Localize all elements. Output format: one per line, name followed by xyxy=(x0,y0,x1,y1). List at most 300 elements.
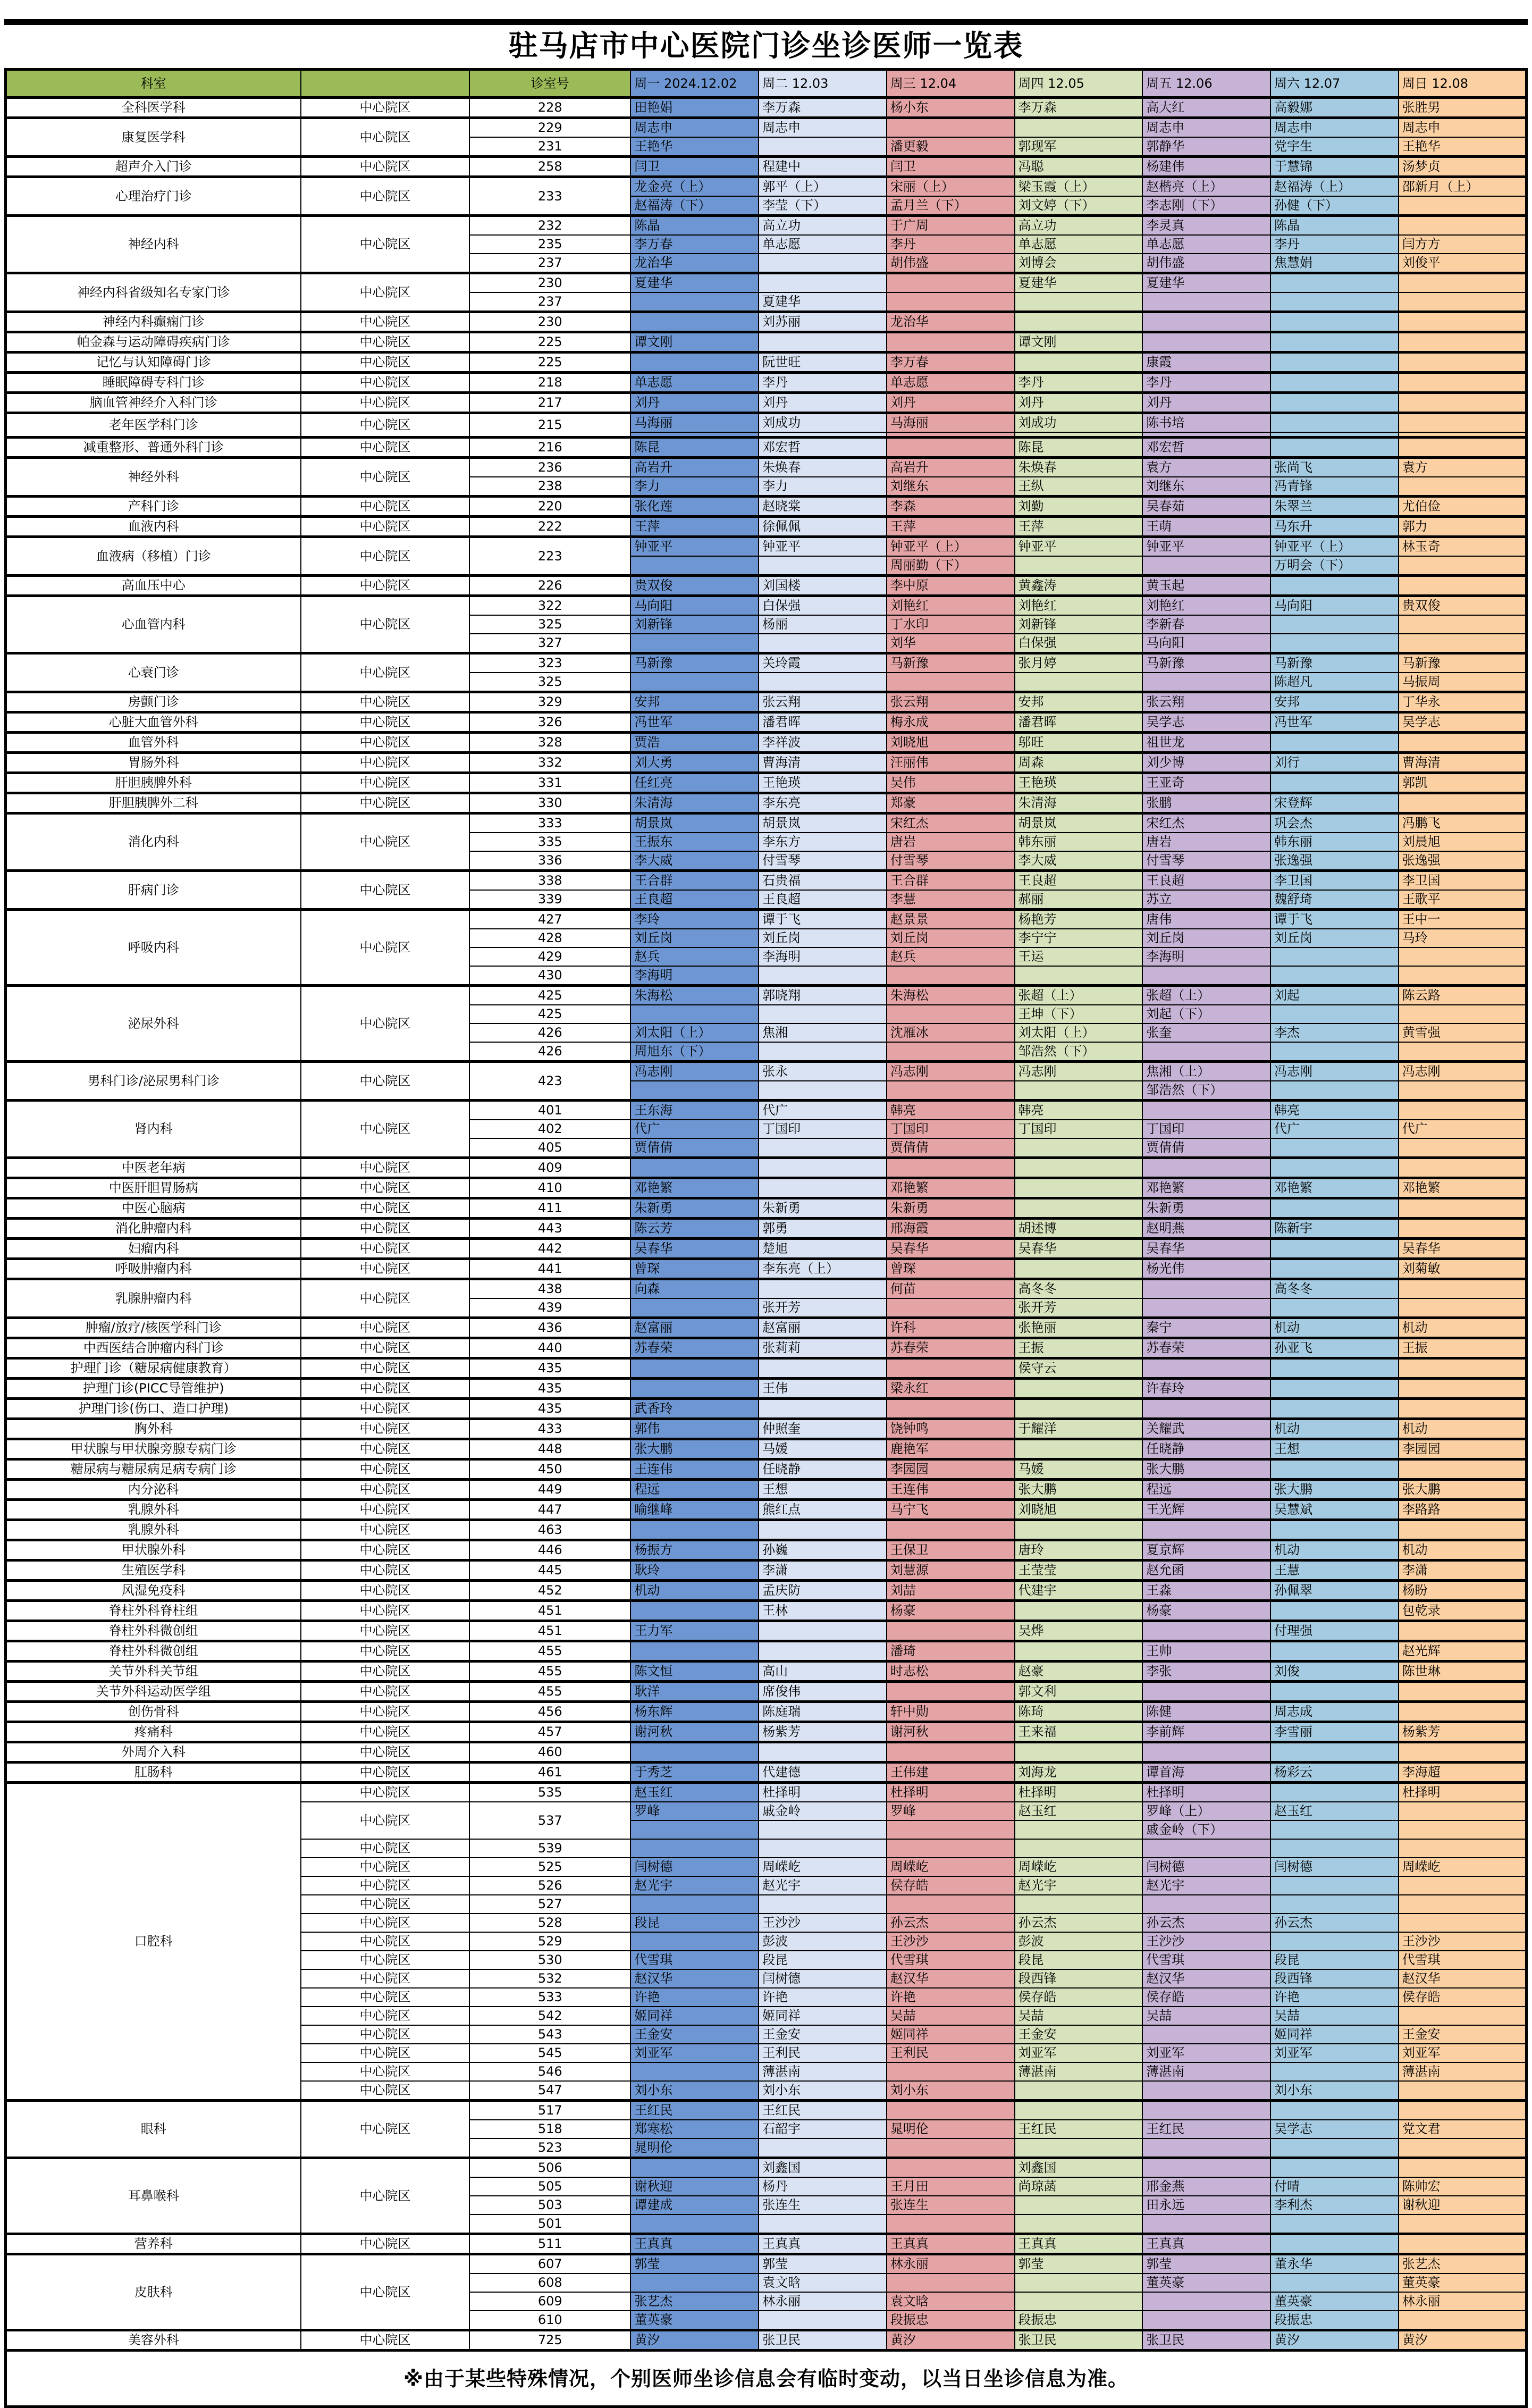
schedule-cell: 苏春荣 xyxy=(630,1338,759,1358)
schedule-cell: 冯志刚 xyxy=(1015,1062,1143,1081)
schedule-cell xyxy=(1399,1802,1527,1820)
schedule-cell: 薄湛南 xyxy=(1142,2062,1270,2081)
room-cell: 217 xyxy=(469,393,630,413)
schedule-row xyxy=(6,517,1527,537)
schedule-cell: 王真真 xyxy=(630,2234,759,2254)
campus-cell: 中心院区 xyxy=(301,1198,470,1219)
schedule-cell xyxy=(1015,2196,1143,2214)
room-cell: 506 xyxy=(469,2158,630,2178)
schedule-cell: 刘小东 xyxy=(887,2081,1015,2101)
campus-cell: 中心院区 xyxy=(301,1702,470,1722)
schedule-cell: 唐岩 xyxy=(887,833,1015,851)
schedule-row xyxy=(6,1682,1527,1702)
schedule-cell: 许科 xyxy=(887,1318,1015,1338)
schedule-cell: 李卫国 xyxy=(1270,871,1399,891)
schedule-cell: 邓艳繁 xyxy=(630,1178,759,1198)
schedule-cell: 曾琛 xyxy=(630,1259,759,1279)
schedule-row xyxy=(6,2254,1527,2274)
schedule-cell xyxy=(1015,1178,1143,1198)
schedule-cell: 陈超凡 xyxy=(1270,673,1399,692)
schedule-cell: 康霞 xyxy=(1142,353,1270,373)
dept-cell: 乳腺外科 xyxy=(6,1500,301,1520)
schedule-cell: 陈晶 xyxy=(1270,216,1399,236)
campus-cell: 中心院区 xyxy=(301,1621,470,1641)
room-cell: 460 xyxy=(469,1742,630,1763)
schedule-cell: 郭晓翔 xyxy=(759,986,887,1005)
schedule-cell: 马新豫 xyxy=(1399,653,1527,673)
schedule-cell: 李宁宁 xyxy=(1015,929,1143,947)
schedule-cell: 吴春茹 xyxy=(1142,497,1270,517)
schedule-cell xyxy=(1015,2138,1143,2158)
dept-cell: 关节外科运动医学组 xyxy=(6,1682,301,1702)
schedule-cell: 林玉奇 xyxy=(1399,537,1527,557)
schedule-cell xyxy=(1399,477,1527,497)
schedule-cell xyxy=(1142,2081,1270,2101)
dept-cell: 脊柱外科微创组 xyxy=(6,1621,301,1641)
schedule-cell: 周旭东（下） xyxy=(630,1042,759,1062)
schedule-cell xyxy=(1015,1520,1143,1540)
room-cell: 225 xyxy=(469,332,630,353)
room-cell: 547 xyxy=(469,2081,630,2101)
campus-cell: 中心院区 xyxy=(301,517,470,537)
schedule-cell xyxy=(1270,1601,1399,1621)
schedule-cell: 李潇 xyxy=(759,1560,887,1581)
schedule-cell: 吴春华 xyxy=(630,1239,759,1259)
dept-cell: 乳腺外科 xyxy=(6,1520,301,1540)
schedule-cell: 刘成功 xyxy=(759,413,887,433)
schedule-cell: 胡伟盛 xyxy=(887,254,1015,273)
room-cell: 258 xyxy=(469,157,630,177)
schedule-cell: 王利民 xyxy=(759,2044,887,2062)
schedule-cell: 石韶宇 xyxy=(759,2120,887,2138)
schedule-cell: 尤伯俭 xyxy=(1399,497,1527,517)
schedule-cell: 邓艳繁 xyxy=(1142,1178,1270,1198)
schedule-cell: 张云翔 xyxy=(1142,692,1270,712)
schedule-cell: 徐佩佩 xyxy=(759,517,887,537)
schedule-cell: 胡述博 xyxy=(1015,1219,1143,1239)
room-cell: 525 xyxy=(469,1858,630,1876)
schedule-cell: 马新豫 xyxy=(887,653,1015,673)
schedule-cell: 冯聪 xyxy=(1015,157,1143,177)
schedule-cell xyxy=(1142,2311,1270,2330)
schedule-cell: 侯守云 xyxy=(1015,1358,1143,1379)
schedule-cell: 王沙沙 xyxy=(1399,1932,1527,1951)
schedule-cell xyxy=(1399,292,1527,312)
room-cell: 526 xyxy=(469,1876,630,1895)
schedule-cell xyxy=(1270,1932,1399,1951)
campus-cell: 中心院区 xyxy=(301,871,470,910)
schedule-cell: 张逸强 xyxy=(1399,851,1527,871)
room-cell: 725 xyxy=(469,2330,630,2351)
campus-cell: 中心院区 xyxy=(301,1742,470,1763)
schedule-cell xyxy=(630,1601,759,1621)
schedule-cell: 王保卫 xyxy=(887,1540,1015,1560)
schedule-cell xyxy=(1270,438,1399,458)
schedule-cell xyxy=(1399,216,1527,236)
schedule-cell: 汤梦贞 xyxy=(1399,157,1527,177)
schedule-cell: 李万春 xyxy=(630,235,759,254)
schedule-cell xyxy=(887,673,1015,692)
page-title: 驻马店市中心医院门诊坐诊医师一览表 xyxy=(508,29,1024,63)
schedule-cell: 赵福涛（下） xyxy=(630,196,759,216)
schedule-cell: 朱清海 xyxy=(1015,793,1143,813)
schedule-cell: 郭力 xyxy=(1399,517,1527,537)
schedule-cell: 张开芳 xyxy=(1015,1298,1143,1318)
schedule-cell: 王萌 xyxy=(1142,517,1270,537)
schedule-cell xyxy=(759,2214,887,2234)
campus-cell: 中心院区 xyxy=(301,1259,470,1279)
campus-cell: 中心院区 xyxy=(301,497,470,517)
campus-cell: 中心院区 xyxy=(301,1763,470,1783)
schedule-cell xyxy=(630,1932,759,1951)
schedule-cell: 包乾录 xyxy=(1399,1601,1527,1621)
schedule-cell: 郭文利 xyxy=(1015,1682,1143,1702)
schedule-cell xyxy=(1399,1198,1527,1219)
schedule-cell: 刘新锋 xyxy=(1015,615,1143,634)
schedule-cell: 吴春华 xyxy=(1015,1239,1143,1259)
schedule-cell: 赵景景 xyxy=(887,910,1015,929)
schedule-cell: 龙治华 xyxy=(887,312,1015,332)
schedule-cell xyxy=(759,1178,887,1198)
schedule-cell: 高冬冬 xyxy=(1015,1279,1143,1299)
schedule-cell: 谭文刚 xyxy=(630,332,759,353)
schedule-cell: 赵兵 xyxy=(630,947,759,966)
schedule-cell: 胡伟盛 xyxy=(1142,254,1270,273)
schedule-cell: 代雪琪 xyxy=(630,1951,759,1969)
schedule-cell xyxy=(1270,1198,1399,1219)
schedule-cell: 钟亚平 xyxy=(1015,537,1143,557)
room-cell: 235 xyxy=(469,235,630,254)
room-cell: 456 xyxy=(469,1702,630,1722)
schedule-cell: 刘博会 xyxy=(1015,254,1143,273)
schedule-cell xyxy=(1270,1520,1399,1540)
room-cell: 218 xyxy=(469,373,630,393)
schedule-cell xyxy=(1270,353,1399,373)
schedule-cell xyxy=(759,634,887,653)
dept-cell: 中西医结合肿瘤内科门诊 xyxy=(6,1338,301,1358)
schedule-cell xyxy=(1270,2273,1399,2292)
schedule-row xyxy=(6,2101,1527,2120)
dept-cell: 护理门诊(伤口、造口护理) xyxy=(6,1399,301,1419)
schedule-cell xyxy=(1270,2214,1399,2234)
campus-cell: 中心院区 xyxy=(301,1641,470,1662)
dept-cell: 眼科 xyxy=(6,2101,301,2158)
schedule-cell: 机动 xyxy=(1270,1419,1399,1439)
campus-cell: 中心院区 xyxy=(301,1178,470,1198)
schedule-cell: 邢海霞 xyxy=(887,1219,1015,1239)
schedule-cell xyxy=(887,1895,1015,1914)
schedule-cell xyxy=(1015,1895,1143,1914)
schedule-cell: 沈雁冰 xyxy=(887,1023,1015,1042)
schedule-cell xyxy=(887,1682,1015,1702)
schedule-cell: 王亚奇 xyxy=(1142,773,1270,793)
schedule-cell: 董英豪 xyxy=(630,2311,759,2330)
campus-cell: 中心院区 xyxy=(301,1419,470,1439)
schedule-cell xyxy=(1399,393,1527,413)
schedule-cell xyxy=(630,556,759,576)
schedule-cell: 李园园 xyxy=(1399,1439,1527,1459)
schedule-cell xyxy=(887,118,1015,138)
dept-cell: 甲状腺与甲状腺旁腺专病门诊 xyxy=(6,1439,301,1459)
schedule-cell xyxy=(1399,1081,1527,1101)
campus-cell: 中心院区 xyxy=(301,118,470,157)
schedule-cell: 李杰 xyxy=(1270,1023,1399,1042)
schedule-cell: 丁水印 xyxy=(887,615,1015,634)
schedule-cell: 胡景岚 xyxy=(759,813,887,833)
schedule-cell: 高岩升 xyxy=(887,458,1015,477)
schedule-cell: 王真真 xyxy=(759,2234,887,2254)
schedule-cell: 袁文晗 xyxy=(887,2292,1015,2311)
schedule-cell: 刘苏丽 xyxy=(759,312,887,332)
schedule-cell: 马东升 xyxy=(1270,517,1399,537)
schedule-cell xyxy=(1142,332,1270,353)
campus-cell: 中心院区 xyxy=(301,1459,470,1480)
schedule-cell: 张艳丽 xyxy=(1015,1318,1143,1338)
schedule-cell: 赵光宇 xyxy=(759,1876,887,1895)
campus-cell: 中心院区 xyxy=(301,1338,470,1358)
schedule-row xyxy=(6,1219,1527,1239)
schedule-cell: 赵汉华 xyxy=(1399,1969,1527,1988)
schedule-cell: 黄玉起 xyxy=(1142,576,1270,596)
schedule-cell: 李海明 xyxy=(1142,947,1270,966)
schedule-cell xyxy=(759,137,887,157)
schedule-cell: 李万森 xyxy=(1015,98,1143,118)
room-cell: 333 xyxy=(469,813,630,833)
schedule-cell: 杜择明 xyxy=(1015,1783,1143,1802)
schedule-cell: 杨东辉 xyxy=(630,1702,759,1722)
schedule-cell: 段西锋 xyxy=(1270,1969,1399,1988)
schedule-cell: 刘慧源 xyxy=(887,1560,1015,1581)
schedule-cell: 王坤（下） xyxy=(1015,1005,1143,1023)
schedule-cell: 李雪丽 xyxy=(1270,1722,1399,1742)
schedule-cell: 段振忠 xyxy=(887,2311,1015,2330)
schedule-cell: 杨彩云 xyxy=(1270,1763,1399,1783)
room-cell: 610 xyxy=(469,2311,630,2330)
room-cell: 463 xyxy=(469,1520,630,1540)
schedule-cell: 许春玲 xyxy=(1142,1379,1270,1399)
schedule-cell: 王金安 xyxy=(1015,2025,1143,2044)
schedule-cell: 赵晓棠 xyxy=(759,497,887,517)
schedule-cell: 张超（上） xyxy=(1015,986,1143,1005)
dept-cell: 全科医学科 xyxy=(6,98,301,118)
schedule-cell xyxy=(759,1138,887,1158)
schedule-cell xyxy=(1270,332,1399,353)
schedule-cell xyxy=(630,1379,759,1399)
schedule-cell: 周志申 xyxy=(1270,118,1399,138)
schedule-row xyxy=(6,773,1527,793)
schedule-row xyxy=(6,1358,1527,1379)
schedule-cell: 李万森 xyxy=(759,98,887,118)
schedule-cell: 周志申 xyxy=(1142,118,1270,138)
schedule-cell: 王沙沙 xyxy=(1142,1932,1270,1951)
dept-cell: 康复医学科 xyxy=(6,118,301,157)
schedule-cell xyxy=(630,1358,759,1379)
schedule-cell: 张艺杰 xyxy=(630,2292,759,2311)
schedule-cell xyxy=(630,1641,759,1662)
schedule-cell: 代建宇 xyxy=(1015,1581,1143,1601)
campus-cell: 中心院区 xyxy=(301,177,470,216)
dept-cell: 心脏大血管外科 xyxy=(6,712,301,733)
room-cell: 435 xyxy=(469,1379,630,1399)
schedule-cell: 刘丘岗 xyxy=(1142,929,1270,947)
schedule-cell: 龙金亮（上） xyxy=(630,177,759,197)
schedule-cell: 孙云杰 xyxy=(1015,1914,1143,1932)
schedule-row xyxy=(6,1439,1527,1459)
header-dept: 科室 xyxy=(6,70,301,98)
schedule-cell xyxy=(630,353,759,373)
schedule-cell: 马媛 xyxy=(759,1439,887,1459)
schedule-cell: 周丽勤（下） xyxy=(887,556,1015,576)
dept-cell: 睡眠障碍专科门诊 xyxy=(6,373,301,393)
schedule-row xyxy=(6,1062,1527,1081)
room-cell: 518 xyxy=(469,2120,630,2138)
schedule-cell: 张大鹏 xyxy=(630,1439,759,1459)
room-cell: 455 xyxy=(469,1641,630,1662)
schedule-cell: 武香玲 xyxy=(630,1399,759,1419)
schedule-cell: 董英豪 xyxy=(1399,2273,1527,2292)
schedule-cell: 赵兵 xyxy=(887,947,1015,966)
schedule-cell: 刘丘岗 xyxy=(630,929,759,947)
schedule-row xyxy=(6,1198,1527,1219)
campus-cell: 中心院区 xyxy=(301,1662,470,1682)
campus-cell: 中心院区 xyxy=(301,1500,470,1520)
schedule-cell: 何苗 xyxy=(887,1279,1015,1299)
schedule-cell xyxy=(1399,2138,1527,2158)
schedule-cell: 王红民 xyxy=(1142,2120,1270,2138)
schedule-cell: 尚琼菡 xyxy=(1015,2177,1143,2196)
room-cell: 426 xyxy=(469,1042,630,1062)
schedule-cell: 代广 xyxy=(630,1120,759,1138)
schedule-cell xyxy=(1142,966,1270,986)
campus-cell: 中心院区 xyxy=(301,393,470,413)
campus-cell: 中心院区 xyxy=(301,1560,470,1581)
schedule-cell xyxy=(630,1895,759,1914)
schedule-cell: 钟亚平（上） xyxy=(887,537,1015,557)
schedule-cell: 李海超 xyxy=(1399,1763,1527,1783)
schedule-cell: 付雪琴 xyxy=(887,851,1015,871)
schedule-cell: 闫树德 xyxy=(759,1969,887,1988)
campus-cell: 中心院区 xyxy=(301,2007,470,2025)
schedule-cell: 刘菊敏 xyxy=(1399,1259,1527,1279)
schedule-cell: 陈新宇 xyxy=(1270,1219,1399,1239)
schedule-cell: 轩中勋 xyxy=(887,1702,1015,1722)
schedule-cell: 马媛 xyxy=(1015,1459,1143,1480)
schedule-cell: 王良超 xyxy=(759,890,887,910)
dept-cell: 口腔科 xyxy=(6,1783,301,2101)
room-cell: 429 xyxy=(469,947,630,966)
schedule-cell: 单志愿 xyxy=(630,373,759,393)
room-cell: 229 xyxy=(469,118,630,138)
schedule-cell: 关耀武 xyxy=(1142,1419,1270,1439)
schedule-cell xyxy=(1270,1379,1399,1399)
schedule-cell: 曾琛 xyxy=(887,1259,1015,1279)
schedule-cell: 刘太阳（上） xyxy=(1015,1023,1143,1042)
schedule-cell: 焦慧娟 xyxy=(1270,254,1399,273)
schedule-cell: 李丹 xyxy=(1142,373,1270,393)
schedule-row xyxy=(6,596,1527,616)
dept-cell: 神经外科 xyxy=(6,458,301,497)
schedule-cell xyxy=(1270,2138,1399,2158)
schedule-row xyxy=(6,653,1527,673)
schedule-cell: 刘丹 xyxy=(1015,393,1143,413)
campus-cell: 中心院区 xyxy=(301,1969,470,1988)
schedule-cell: 宋红杰 xyxy=(887,813,1015,833)
schedule-cell: 时志松 xyxy=(887,1662,1015,1682)
room-cell: 237 xyxy=(469,292,630,312)
schedule-cell: 戚金岭（下） xyxy=(1142,1820,1270,1839)
room-cell: 452 xyxy=(469,1581,630,1601)
schedule-cell: 龙治华 xyxy=(630,254,759,273)
schedule-cell: 夏建华 xyxy=(759,292,887,312)
schedule-cell xyxy=(1142,1101,1270,1120)
room-cell: 325 xyxy=(469,673,630,692)
schedule-cell xyxy=(1399,2007,1527,2025)
schedule-cell: 闫卫 xyxy=(630,157,759,177)
campus-cell: 中心院区 xyxy=(301,438,470,458)
schedule-row xyxy=(6,1641,1527,1662)
schedule-cell: 晁明伦 xyxy=(630,2138,759,2158)
schedule-cell: 苏春荣 xyxy=(1142,1338,1270,1358)
schedule-cell: 陈云路 xyxy=(1399,986,1527,1005)
schedule-cell: 代广 xyxy=(759,1101,887,1120)
schedule-row xyxy=(6,98,1527,118)
schedule-cell: 王萍 xyxy=(1015,517,1143,537)
schedule-cell: 机动 xyxy=(1270,1318,1399,1338)
room-cell: 446 xyxy=(469,1540,630,1560)
room-cell: 233 xyxy=(469,177,630,216)
schedule-cell: 孙云杰 xyxy=(1270,1914,1399,1932)
schedule-cell: 段昆 xyxy=(759,1951,887,1969)
room-cell: 455 xyxy=(469,1662,630,1682)
schedule-cell: 刘文婷（下） xyxy=(1015,196,1143,216)
schedule-cell: 李园园 xyxy=(887,1459,1015,1480)
schedule-cell: 杨盼 xyxy=(1399,1581,1527,1601)
schedule-cell: 代建德 xyxy=(759,1763,887,1783)
schedule-cell xyxy=(887,1621,1015,1641)
schedule-cell: 罗峰（上） xyxy=(1142,1802,1270,1820)
schedule-cell xyxy=(1270,2101,1399,2120)
schedule-cell: 李大威 xyxy=(1015,851,1143,871)
schedule-cell xyxy=(887,2101,1015,2120)
campus-cell: 中心院区 xyxy=(301,1480,470,1500)
schedule-cell: 夏建华 xyxy=(1015,273,1143,293)
schedule-cell: 赵汉华 xyxy=(1142,1969,1270,1988)
schedule-cell xyxy=(759,556,887,576)
schedule-cell: 王真真 xyxy=(1142,2234,1270,2254)
schedule-cell: 马向阳 xyxy=(1270,596,1399,616)
schedule-cell: 吴学志 xyxy=(1142,712,1270,733)
schedule-cell: 赵光辉 xyxy=(1399,1641,1527,1662)
schedule-cell xyxy=(1015,353,1143,373)
schedule-cell: 林永丽 xyxy=(759,2292,887,2311)
room-cell: 220 xyxy=(469,497,630,517)
schedule-cell xyxy=(1015,1439,1143,1459)
schedule-cell: 张月婷 xyxy=(1015,653,1143,673)
schedule-cell xyxy=(1399,1358,1527,1379)
schedule-cell: 贵双俊 xyxy=(1399,596,1527,616)
schedule-cell: 李前辉 xyxy=(1142,1722,1270,1742)
dept-cell: 呼吸内科 xyxy=(6,910,301,986)
schedule-cell xyxy=(887,2158,1015,2178)
schedule-cell: 梁永红 xyxy=(887,1379,1015,1399)
schedule-cell: 孙健（下） xyxy=(1270,196,1399,216)
schedule-cell: 单志愿 xyxy=(759,235,887,254)
schedule-cell: 高立功 xyxy=(759,216,887,236)
room-cell: 323 xyxy=(469,653,630,673)
campus-cell: 中心院区 xyxy=(301,2081,470,2101)
schedule-cell: 马向阳 xyxy=(630,596,759,616)
room-cell: 528 xyxy=(469,1914,630,1932)
